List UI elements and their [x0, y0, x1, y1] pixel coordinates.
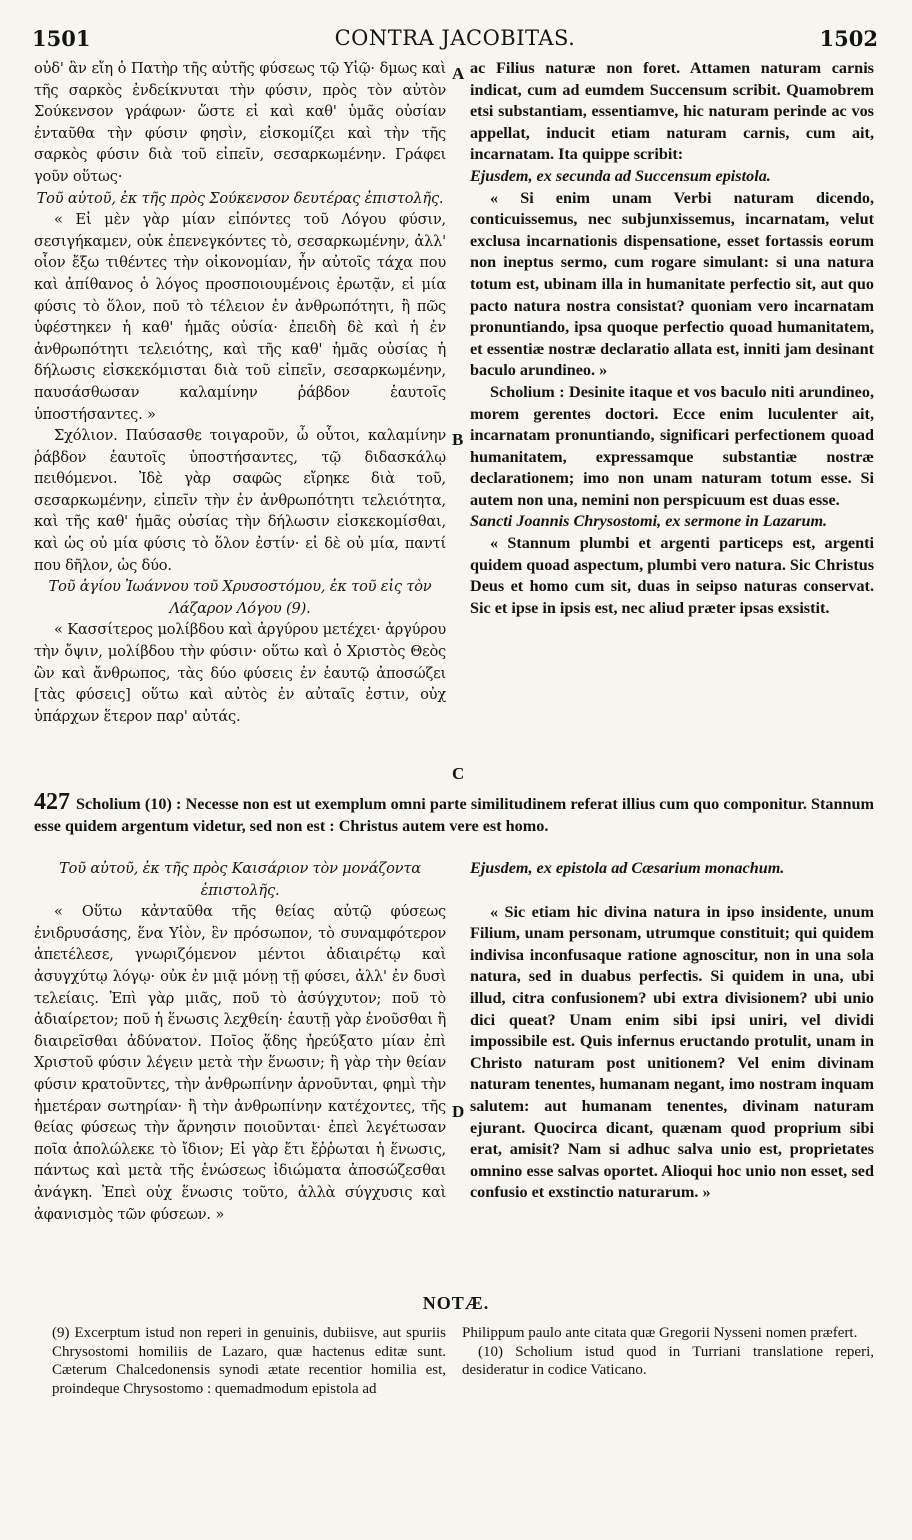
scholium-text: Scholium (10) : Necesse non est ut exemplum omni parte similitudinem referat illius cum quo componitur. Stannum esse quidem argentum videtur, sed non est : Christus autem vere est homo. — [34, 795, 874, 835]
running-header — [32, 26, 878, 56]
page-number-left: 1501 — [32, 26, 91, 51]
margin-letter-d: D — [452, 1102, 465, 1121]
note-9-continued: Philippum paulo ante citata quæ Gregorii Nysseni nomen præfert. — [462, 1325, 858, 1341]
latin-paragraph: « Stannum plumbi et argenti particeps est, argenti quidem quoad aspectum, plumbi vero natura. Sic Christus Deus et homo cum sit, duas in seipso naturas conservat. Sic et ipse in ipsis est, nec aliud præter ipsas exsistit. — [470, 534, 875, 617]
column-number: 427 — [34, 789, 70, 815]
notes-left — [52, 1324, 446, 1398]
latin-paragraph: Scholium : Desinite itaque et vos baculo niti arundineo, morem gerentes doctori. Ecce enim luculenter ait, incarnatam pronuntiando, significari perfectionem quoad humanitatem, expressamque substantiæ nostræ declarationem; imo non unam naturam totum esse. Si autem non una, nemini non perspicuum est duas esse. — [470, 382, 874, 509]
latin-heading: Sancti Joannis Chrysostomi, ex sermone in Lazarum. — [470, 512, 828, 531]
latin-column-upper — [470, 58, 874, 619]
greek-paragraph: « Κασσίτερος μολίβδου καὶ ἀργύρου μετέχει· ἀργύρου τὴν ὄψιν, μολίβδου τὴν φύσιν· οὕτω καὶ ὁ Χριστὸς Θεὸς ὢν καὶ ἄνθρωπος, τὰς δύο φύσεις ἐν ἑαυτῷ ἀποσώζει [τὰς φύσεις] οὕτω καὶ αὐτὸς ἐν αὐταῖς ἐστιν, οὐχ ὑπάρχων ἕτερον παρ' αὐτάς. — [34, 621, 446, 725]
greek-heading: Τοῦ αὐτοῦ, ἐκ τῆς πρὸς Καισάριον τὸν μονάζοντα ἐπιστολῆς. — [59, 860, 421, 899]
scholium-full-width — [34, 789, 874, 837]
greek-paragraph: οὐδ' ἂν εἴη ὁ Πατὴρ τῆς αὐτῆς φύσεως τῷ Υἱῷ· δμως καὶ τῆς σαρκὸς ἐνδείκνυται τὴν φύσιν, πρὸς τὸν αὐτὸν Σούκενσον γράφων· ὥστε εἰ καὶ καθ' ὑμᾶς οὐσίαν ἐνταῦθα τὴν φύσιν φησὶν, εἰσκομίζει καὶ τὴν τῆς σαρκὸς φύσιν διὰ τοῦ εἰπεῖν, σεσαρκωμένην. Γράφει γοῦν οὕτως· — [34, 60, 446, 185]
latin-paragraph: ac Filius naturæ non foret. Attamen naturam carnis indicat, cum ad eumdem Succensum scribit. Quamobrem etsi substantiam, essentiamve, hic naturam perinde ac vos appellat, inducit etiam naturam carnis, cum ait, incarnatam. Ita quippe scribit: — [470, 59, 874, 164]
greek-heading: Τοῦ ἁγίου Ἰωάννου τοῦ Χρυσοστόμου, ἐκ τοῦ εἰς τὸν Λάζαρον Λόγου (9). — [48, 578, 432, 617]
greek-paragraph: « Οὕτω κἀνταῦθα τῆς θείας αὐτῷ φύσεως ἐνιδρυσάσης, ἕνα Υἱὸν, ἓν πρόσωπον, τὸ συναμφότερον ἀπετέλεσε, γνωριζόμενον μέντοι ἀδιαιρέτῳ καὶ ἀσυγχύτῳ λόγῳ· οὐκ ἐν μιᾷ μόνῃ τῇ φύσει, ἀλλ' ἐν δυσὶ τελείαις. Ἐπὶ γὰρ μιᾶς, ποῦ τὸ ἀσύγχυτον; ποῦ τὸ ἀδιαίρετον; ποῦ ἡ ἕνωσις λεχθείη· ἑαυτῇ γὰρ ἑνοῦσθαι ἢ διαιρεῖσθαι ἀδύνατον. Ποῖος ᾅδης ἠρεύξατο μίαν ἐπὶ Χριστοῦ φύσιν λέγειν μετὰ τὴν ἕνωσιν; ἢ γὰρ τὴν θείαν φύσιν κρατοῦντες, τὴν ἀνθρωπίνην ἀρνοῦνται, φημὶ τὴν ἡμετέραν σωτηρίαν· ἢ τὴν ἀνθρωπίνην κατέχοντες, τῆς θείας φύσεως τὴν ἄρνησιν ποιοῦνται· ἐπεὶ λεγέτωσαν ποῖα ἀπολώλεκε τὸ ἴδιον; Εἰ γὰρ ἔτι ἔῤῥωται ἡ ἕνωσις, πάντως καὶ μετὰ τῆς ἑνώσεως ἰδιώματα ἀποσώζεσθαι ἀνάγκη. Ἐπεὶ οὐχ ἕνωσις τοῦτο, ἀλλὰ σύγχυσις καὶ ἀφανισμὸς τῶν φύσεων. » — [34, 903, 446, 1223]
greek-paragraph: Σχόλιον. Παύσασθε τοιγαροῦν, ὦ οὗτοι, καλαμίνην ῥάβδον ἑαυτοῖς ὑποστήσαντες, τῷ διδασκάλῳ πειθόμενοι. Ἰδὲ γὰρ σαφῶς εἴρηκε διὰ τοῦ, σεσαρκωμένην, εἰπεῖν τὴν ἐν ἀνθρωπότητι τελειότητα, καὶ τῆς καθ' ἡμᾶς οὐσίας τὴν δήλωσιν εἰσκεκομίσθαι, καὶ ὡς οὐ μία φύσις τὸ ὅλον ἐστίν· εἰ δὲ οὐ μία, παντί που δῆλον, ὡς δύο. — [34, 427, 446, 574]
margin-letter-b: B — [452, 430, 464, 449]
latin-heading: Ejusdem, ex epistola ad Cæsarium monachum. — [470, 859, 785, 877]
running-title: CONTRA JACOBITAS. — [334, 26, 576, 50]
latin-column-lower — [470, 858, 874, 1204]
latin-heading: Ejusdem, ex secunda ad Succensum epistola. — [470, 166, 771, 185]
page-number-right: 1502 — [819, 26, 878, 51]
notes-right — [462, 1324, 874, 1380]
note-10: (10) Scholium istud quod in Turriani translatione reperi, desideratur in codice Vaticano. — [462, 1343, 874, 1379]
greek-column-lower — [34, 858, 446, 1225]
latin-paragraph: « Si enim unam Verbi naturam dicendo, conticuissemus, nec subjunxissemus, incarnatam, velut exclusa incarnationis dispensatione, esset fortassis eorum non ineptus sermo, cum rogare simulant: si una natura totum est, ubinam illa in humanitate perfectio sit, aut quo pacto natura nostra consistat? quoniam vero incarnatam pronuntiando, ipsa quoque perfectio quoad humanitatem, et essentiæ nostræ declaratio allata est, inniti jam desinant baculo arundineo. » — [470, 188, 874, 380]
greek-heading: Τοῦ αὐτοῦ, ἐκ τῆς πρὸς Σούκενσον δευτέρας ἐπιστολῆς. — [36, 189, 444, 207]
greek-paragraph: « Εἰ μὲν γὰρ μίαν εἰπόντες τοῦ Λόγου φύσιν, σεσιγήκαμεν, οὐκ ἐπενεγκόντες τὸ, σεσαρκωμένην, ἀλλ' οἷον ἔξω τιθέντες τὴν οἰκονομίαν, ἦν αὐτοῖς τάχα που καὶ ἀπίθανος ὁ λόγος προσποιουμένοις ἐρωτᾷν, εἰ μία φύσις τὸ ὅλον, ποῦ τὸ τέλειον ἐν ἀνθρωπότητι, ἢ πῶς ὑφέστηκεν ἡ καθ' ἡμᾶς οὐσία· ἐπειδὴ δὲ καὶ ἡ ἐν ἀνθρωπότητι τελειότης, καὶ τῆς καθ' ἡμᾶς οὐσίας ἡ δήλωσις εἰσκεκόμισται διὰ τοῦ εἰπεῖν, σεσαρκωμένην, παυσάσθωσαν καλαμίνην ῥάβδον ἑαυτοῖς ὑποστήσαντες. » — [34, 211, 446, 423]
margin-letter-a: A — [452, 64, 465, 83]
note-9: (9) Excerptum istud non reperi in genuinis, dubiisve, aut spuriis Chrysostomi homiliis de Lazaro, quæ hactenus editæ sunt. Cæterum Chalcedonensis synodi ætate recentior homilia est, proindeque Chrysostomo : quemadmodum epistola ad — [52, 1325, 446, 1397]
margin-letter-c: C — [452, 764, 465, 783]
latin-paragraph: « Sic etiam hic divina natura in ipso insidente, unum Filium, unam personam, utrumque constituit; qui quidem indivisa inconfusaque ratione agnoscitur, non in una sola natura, sed in duabus perfectis. Si quidem in una, ubi illud, citra confusionem? ubi extra divisionem? ubi unio dici queat? Unam enim sibi ipsi uniri, vel dividi impossibile est. Quis infernus eructando protulit, unam in Christo naturam post unitionem? Vel enim divinam naturam tenentes, humanam negant, imo nostram inquam salutem: aut humanam tenentes, divinam naturam ejurant. Quocirca dicant, quænam quod proprium sibi erat, amisit? Nam si adhuc salva unio est, proprietates omnino esse salvas oportet. Alioqui hoc unio non esset, sed confusio et exstinctio naturarum. » — [470, 902, 874, 1202]
notes-title: NOTÆ. — [422, 1293, 490, 1313]
greek-column-upper — [34, 58, 446, 727]
